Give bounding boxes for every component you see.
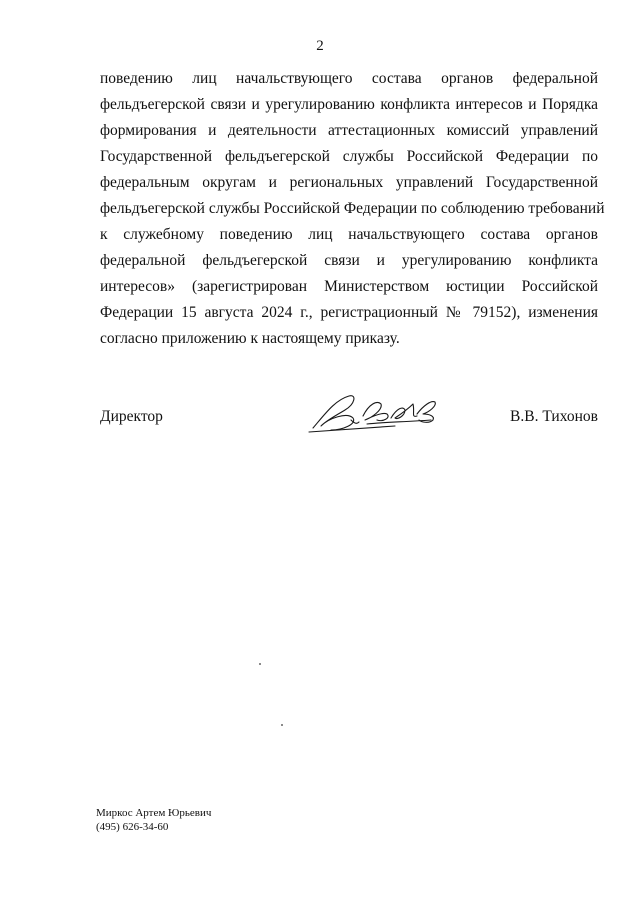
body-line-last: согласно приложению к настоящему приказу. <box>100 330 400 347</box>
body-line: федеральным округам и региональных управлений Государственной <box>100 174 598 191</box>
contact-phone: (495) 626-34-60 <box>96 821 169 833</box>
signer-position: Директор <box>100 408 163 425</box>
body-line: Государственной фельдъегерской службы Российской Федерации по <box>100 148 598 165</box>
scan-speck <box>259 663 261 665</box>
body-line: к служебному поведению лиц начальствующего состава органов <box>100 226 598 243</box>
body-line: формирования и деятельности аттестационных комиссий управлений <box>100 122 598 139</box>
body-line: фельдъегерской службы Российской Федерации по соблюдению требований <box>100 200 605 217</box>
body-line: поведению лиц начальствующего состава органов федеральной <box>100 70 598 87</box>
signer-name: В.В. Тихонов <box>510 408 598 425</box>
handwritten-signature <box>305 390 445 438</box>
body-text <box>100 66 605 352</box>
body-line: фельдъегерской связи и урегулированию конфликта интересов и Порядка <box>100 96 598 113</box>
scan-speck <box>281 724 283 726</box>
signature-block <box>100 404 598 444</box>
body-line: федеральной фельдъегерской связи и урегулированию конфликта <box>100 252 598 269</box>
contact-block <box>96 806 211 834</box>
contact-name: Миркос Артем Юрьевич <box>96 807 212 819</box>
body-line: интересов» (зарегистрирован Министерством юстиции Российской <box>100 278 598 295</box>
body-line: Федерации 15 августа 2024 г., регистрационный № 79152), изменения <box>100 304 598 321</box>
page-number: 2 <box>316 38 324 54</box>
